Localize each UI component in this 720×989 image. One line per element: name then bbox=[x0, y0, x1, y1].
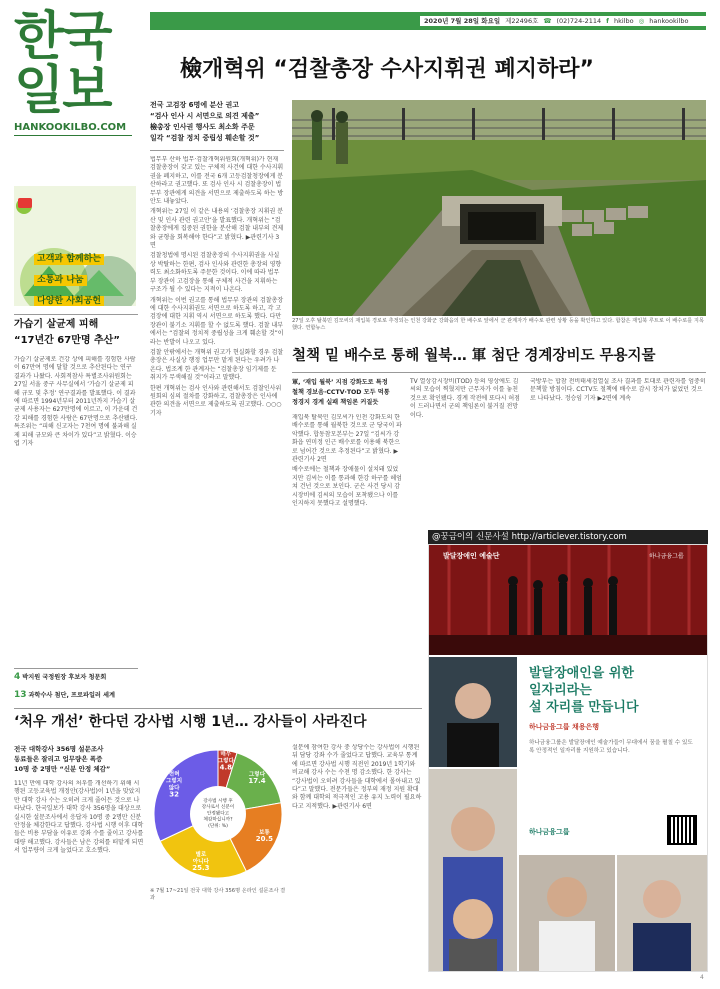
bottom-body-left: 11년 만에 대학 강사의 처우를 개선하기 위해 시행된 고등교육법 개정안(강사법)이 1년을 맞았지만 대학 강사 수는 오히려 크게 줄어든 것으로 나타났다. 한국일보가 대학 강사 356명을 대상으로 실시한 설문조사에서 응답자 10명 중 2명만 신분 안정을 체감한다고 답했다. 강사법 시행 이후 대학들은 비용 부담을 이유로 강좌 수를 줄이고 강사를 대량 해고했다. 강사들은 남은 강의를 떠맡게 되면서 업무량이 크게 늘었다고 호소했다. bbox=[14, 780, 144, 855]
site-url[interactable]: HANKOOKILBO.COM bbox=[14, 122, 127, 133]
ad-stage-tag: 하나금융그룹 bbox=[649, 553, 684, 560]
ad-sub: 하나금융그룹 채용은행 bbox=[529, 723, 600, 731]
issue-number: 제22496호 bbox=[505, 17, 539, 25]
ad-body: 하나금융그룹은 발달장애인 예술가들이 무대에서 꿈을 펼칠 수 있도록 안정적인 일자리를 지원하고 있습니다. bbox=[529, 740, 693, 754]
ad-copy-box bbox=[519, 657, 707, 853]
ad-banner-title: 발달장애인 예술단 bbox=[443, 552, 500, 560]
ad-portrait-tl bbox=[429, 657, 517, 767]
ad-headline1: 발달장애인을 위한 bbox=[529, 666, 634, 681]
pie-slice-label: 별로 아니다 25.3 bbox=[192, 852, 210, 873]
facebook-icon: f bbox=[606, 17, 609, 25]
paragraph: 재입북 탈북민 김모씨가 인천 강화도의 한 배수로를 통해 월북한 것으로 군 당국이 파악했다. 합동참모본부는 27일 “김씨가 강화읍 연미정 인근 배수로를 이용해 북한으로 넘어간 것으로 추정된다”고 밝혔다. ▶관련기사 2면 bbox=[292, 414, 402, 464]
paragraph: 개혁위는 27일 이 같은 내용의 ‘검찰총장 지휘권 분산 및 인사 관련 권고안’을 발표했다. 개혁위는 “검찰총장에게 집중된 권한을 분산해 검찰 내부의 견제와 균형을 회복해야 한다”고 밝혔다. ▶관련기사 3면 bbox=[150, 208, 284, 250]
portrait-illustration bbox=[429, 657, 517, 767]
brief-subheadline: “17년간 67만명 추산” bbox=[14, 335, 120, 346]
paragraph: 배수로에는 철책과 장애물이 설치돼 있었지만 김씨는 이를 통과해 한강 하구를 헤엄쳐 건넌 것으로 보인다. 군은 사건 당시 감시장비에 김씨의 모습이 포착됐으나 이를 인지하지 못했다고 설명했다. bbox=[292, 466, 402, 508]
sub1-body-col2 bbox=[410, 378, 520, 538]
portrait-illustration bbox=[429, 769, 517, 972]
deck-line: 檢총장 인사권 행사도 최소화 주문 bbox=[150, 123, 255, 131]
index-item[interactable] bbox=[14, 672, 138, 683]
instagram-handle[interactable]: hankookilbo bbox=[649, 17, 689, 25]
index-divider bbox=[14, 668, 138, 669]
ad-headline3: 설 자리를 만듭니다 bbox=[529, 700, 639, 715]
logo-line1: 한국 bbox=[14, 7, 111, 67]
ad-line3: 다양한 사회공헌 bbox=[34, 296, 104, 306]
sub1-body-col3 bbox=[530, 378, 706, 538]
masthead-logo[interactable] bbox=[14, 7, 136, 136]
deck-line: 철책 경보음·CCTV·TOD 모두 먹통 bbox=[292, 389, 390, 396]
paragraph: 한편 개혁위는 검사 인사와 관련해서도 검찰인사위원회의 심의 절차를 강화하고, 검찰총장은 인사에 관한 의견을 서면으로 제출하도록 권고했다. ○○○ 기자 bbox=[150, 384, 282, 417]
index-page: 4 bbox=[14, 672, 21, 682]
paragraph: TV 열상감시장비(TOD) 등의 영상에도 김씨의 모습이 찍혔지만 근무자가 이를 놓친 것으로 확인됐다. 경계 작전에 또다시 허점이 드러나면서 군의 책임론이 불거질 전망이다. bbox=[410, 378, 520, 419]
brief-body: 가습기 살균제로 건강 상에 피해를 경험한 사람이 67만여 명에 달할 것으로 추산된다는 연구 결과가 나왔다. 사회적참사 특별조사위원회는 27일 서울 중구 사무실에서 ‘가습기 살균제 피해 규모 및 추정’ 연구결과를 발표했다. 이 결과에 따르면 1994년부터 2011년까지 가습기 살균제 사용자는 627만명에 이르고, 이 가운데 건강 피해를 경험한 사람은 67만명으로 추산됐다. 특조위는 “피해 신고자는 7천여 명에 불과해 실제 피해 규모와 큰 차이가 있다”고 밝혔다. 이승엽 기자 bbox=[14, 356, 138, 448]
pie-chart-svg bbox=[150, 744, 286, 884]
brief-headline[interactable]: 가습기 살균제 피해 bbox=[14, 319, 99, 330]
pie-slice-label: 매우 그렇다 4.8 bbox=[217, 751, 234, 772]
instagram-icon: ◎ bbox=[638, 17, 645, 25]
ad-headline2: 일자리라는 bbox=[529, 683, 592, 698]
deck-line: 정경지 경계 실패 책임론 커질듯 bbox=[292, 399, 379, 406]
index-title: 박지원 국정원장 후보자 청문회 bbox=[22, 674, 107, 681]
lead-body bbox=[150, 156, 284, 694]
culvert-illustration bbox=[292, 100, 706, 316]
left-divider bbox=[14, 314, 138, 315]
ad-brand: 하나금융그룹 bbox=[529, 828, 570, 836]
sub1-divider bbox=[292, 372, 706, 373]
photo-drainage-culvert bbox=[292, 100, 706, 316]
qr-code-icon[interactable] bbox=[669, 817, 695, 843]
deck-line: 동료들은 잘리고 업무량은 폭증 bbox=[14, 755, 103, 763]
site-underline bbox=[14, 135, 132, 136]
logo-line2: 일보 bbox=[14, 61, 111, 121]
index-page: 13 bbox=[14, 690, 27, 700]
sub1-body-col1 bbox=[292, 414, 402, 692]
bottom-deck bbox=[14, 744, 144, 774]
paragraph: 법무부 산하 법무·검찰개혁위원회(개혁위)가 현재 검찰총장이 갖고 있는 구체적 사건에 대한 수사지휘권을 폐지하고, 이를 전국 6개 고등검찰청장에게 분산하라고 권고했다. 또 검사 인사 시 검찰총장이 법무부 장관에게 의견을 서면으로 제출하도록 하는 방안도 내놓았다. bbox=[150, 156, 284, 206]
bottom-headline[interactable]: ‘처우 개선’ 한다던 강사법 시행 1년… 강사들이 사라진다 bbox=[14, 714, 367, 730]
bottom-body-right: 설문에 참여한 강사 중 상당수는 강사법이 시행된 뒤 담당 강좌 수가 줄었다고 답했다. 교육부 통계에 따르면 강사법 시행 직전인 2019년 1학기와 비교해 강사 수는 수천 명 감소했다. 한 강사는 “강사법이 오히려 강사들을 대학에서 몰아내고 있다”고 말했다. 전문가들은 정부의 재정 지원 확대와 함께 대학의 적극적인 고용 유지 노력이 필요하다고 지적했다. ▶관련기사 6면 bbox=[292, 744, 422, 810]
index-item[interactable] bbox=[14, 690, 138, 701]
lead-deck bbox=[150, 100, 290, 144]
paragraph: 검찰청법에 명시된 검찰총장의 수사지휘권을 사실상 박탈하는 한편, 검사 인사와 관련한 총장의 영향력도 최소화하도록 주문한 것이다. 이에 따라 법무부 장관이 고검장을 통해 구체적 사건을 지휘하는 구조가 될 수 있다는 지적이 나온다. bbox=[150, 252, 282, 294]
ad-portrait-right bbox=[617, 855, 707, 972]
ad-copy bbox=[34, 246, 130, 306]
ad-line1: 고객과 함께하는 bbox=[34, 254, 104, 265]
pie-center-label: 강사법 시행 후 강사로서 신분이 안정됐다고 체감하십니까? (단위: %) bbox=[201, 799, 235, 829]
chart-caption: ※ 7월 17~21일 전국 대학 강사 356명 온라인 설문조사 결과 bbox=[150, 888, 286, 901]
sub1-headline[interactable]: 철책 밑 배수로 통해 월북… 軍 첨단 경계장비도 무용지물 bbox=[292, 348, 656, 364]
date: 2020년 7월 28일 화요일 bbox=[424, 17, 501, 25]
deck-line: 전국 고검장 6명에 분산 권고 bbox=[150, 101, 240, 109]
ad-stage-photo bbox=[429, 545, 707, 655]
stage-illustration bbox=[429, 545, 707, 655]
phone-icon: ☎ bbox=[543, 17, 552, 25]
deck-divider bbox=[150, 150, 284, 151]
portrait-illustration bbox=[519, 855, 615, 972]
portrait-illustration bbox=[617, 855, 707, 972]
ad-portrait-mid bbox=[519, 855, 615, 972]
sub1-deck bbox=[292, 378, 402, 408]
paragraph: 국방부는 합참 전비태세검열실 조사 결과를 토대로 관련자를 엄중히 문책할 방침이다. CCTV도 철책에 배수로 감시 장치가 없었던 것으로 나타났다. 정승임 기자 ▶2면에 계속 bbox=[530, 378, 706, 402]
lead-headline[interactable]: 檢개혁위 “검찰총장 수사지휘권 폐지하라” bbox=[180, 57, 594, 82]
watermark[interactable]: @꿍금이의 신문사설 http://articlever.tistory.com bbox=[428, 530, 708, 544]
ad-portrait-bl bbox=[429, 769, 517, 972]
advert[interactable] bbox=[428, 544, 708, 972]
paragraph: 개혁위는 이번 권고를 통해 법무부 장관의 검찰총장에 대한 수사지휘권도 서면으로 하도록 하고, 각 고검장에 대한 지휘 역시 서면으로 하도록 했다. 다만 장관이 불기소 지휘를 할 수 없도록 했다. 검찰 내부에서는 “검찰의 정치적 중립성을 크게 훼손할 것”이라는 반발이 나오고 있다. bbox=[150, 296, 284, 346]
deck-line: “검사 인사 시 서면으로 의견 제출” bbox=[150, 112, 260, 120]
pie-chart bbox=[150, 744, 286, 894]
bottom-divider bbox=[14, 708, 422, 709]
masthead-ad[interactable] bbox=[14, 186, 136, 306]
facebook-handle[interactable]: hkilbo bbox=[613, 17, 634, 25]
paragraph: 검찰 안팎에서는 개혁위 권고가 현실화할 경우 검찰총장은 사실상 행정 업무만 맡게 된다는 우려가 나온다. 법조계 한 관계자는 “검찰총장 임기제를 둔 취지가 무색해질 것”이라고 말했다. bbox=[150, 348, 284, 382]
pie-slice-label: 보통 20.5 bbox=[255, 829, 274, 843]
deck-line: 10명 중 2명만 “신분 안정 체감” bbox=[14, 765, 111, 773]
pie-slice-label: 그렇다 17.4 bbox=[248, 772, 266, 786]
page-folio: 4 bbox=[700, 974, 704, 981]
ad-line2: 소통과 나눔 bbox=[34, 275, 87, 286]
index-title: 과학수사 첨단, 프로파일러 세계 bbox=[28, 692, 116, 699]
photo1-caption: 27일 오후 탈북민 김모씨의 재입북 경로로 추정되는 인천 강화군 강화읍의 한 배수로 앞에서 군 관계자가 배수로 관련 상황 등을 확인하고 있다. 합참은 재입북 루트로 이 배수로를 지목했다. 연합뉴스 bbox=[292, 318, 704, 331]
deck-line: 軍, ‘재입 월북’ 지점 강화도로 특정 bbox=[292, 379, 388, 386]
deck-line: 전국 대학강사 356명 설문조사 bbox=[14, 745, 104, 753]
deck-line: 일각 “검찰 정치 중립성 훼손할 것” bbox=[150, 134, 260, 142]
phone-number: (02)724-2114 bbox=[556, 17, 602, 25]
pie-slice-label: 전혀 그렇지 않다 32 bbox=[165, 771, 183, 799]
dateline-info bbox=[420, 16, 710, 26]
